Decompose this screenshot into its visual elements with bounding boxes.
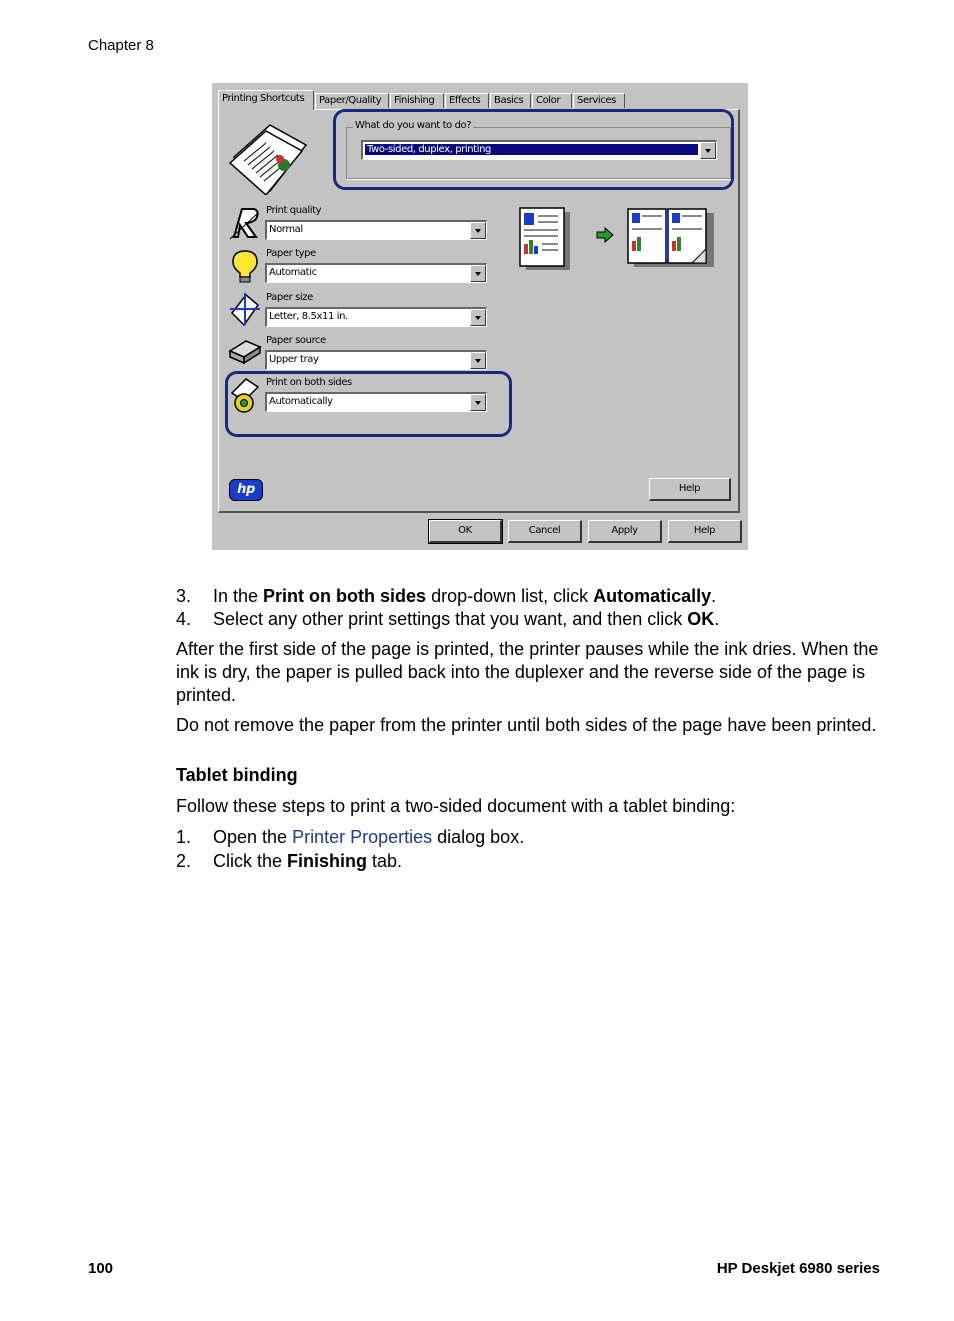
tab-paper-quality[interactable]: Paper/Quality (315, 93, 389, 108)
duplex-preview-icon (626, 207, 716, 269)
step-number: 1. (176, 827, 192, 847)
paper-source-label: Paper source (266, 335, 326, 346)
print-quality-dropdown[interactable] (265, 220, 487, 240)
dropdown-arrow-icon[interactable] (470, 352, 486, 369)
paragraph: Do not remove the paper from the printer until both sides of the page have been printed. (176, 715, 877, 735)
paper-size-label: Paper size (266, 292, 313, 303)
step-text: . (714, 609, 720, 629)
arrow-right-icon (596, 227, 614, 243)
print-quality-label: Print quality (266, 205, 322, 216)
apply-button[interactable]: Apply (588, 520, 662, 543)
step-text: In the (213, 586, 264, 606)
step-text: Click the (213, 851, 288, 871)
product-name: HP Deskjet 6980 series (716, 1260, 880, 1277)
step-number: 2. (176, 851, 192, 871)
step-text: Select any other print settings that you want, and then click (213, 609, 688, 629)
step-bold: Print on both sides (263, 586, 427, 606)
paper-source-dropdown[interactable] (265, 350, 487, 370)
lightbulb-icon (228, 248, 262, 284)
step-bold: Finishing (287, 851, 368, 871)
step-text: drop-down list, click (426, 586, 594, 606)
step-text: dialog box. (432, 827, 525, 847)
highlight-outline (225, 371, 512, 437)
paper-size-value: Letter, 8.5x11 in. (269, 311, 348, 322)
paper-size-dropdown[interactable] (265, 307, 487, 327)
paper-source-value: Upper tray (269, 354, 319, 365)
section-intro: Follow these steps to print a two-sided document with a tablet binding: (176, 796, 736, 816)
paper-source-icon (228, 335, 262, 369)
tab-color[interactable]: Color (532, 93, 572, 108)
dropdown-arrow-icon[interactable] (470, 222, 486, 239)
step-number: 4. (176, 609, 192, 629)
documents-icon (226, 117, 308, 195)
what-to-do-label: What do you want to do? (355, 120, 472, 131)
tab-effects[interactable]: Effects (445, 93, 489, 108)
print-quality-value: Normal (269, 224, 303, 235)
printer-properties-dialog (212, 83, 748, 550)
tab-finishing[interactable]: Finishing (390, 93, 444, 108)
tab-services[interactable]: Services (573, 93, 625, 108)
help-button-inner[interactable]: Help (649, 478, 731, 501)
step-number: 3. (176, 586, 192, 606)
printer-properties-link[interactable]: Printer Properties (292, 827, 433, 847)
paper-type-value: Automatic (269, 267, 317, 278)
paragraph: After the first side of the page is printed, the printer pauses while the ink dries. When the ink is dry, the paper is pulled back into the duplexer and the reverse side of the page is printed. (176, 639, 879, 705)
cancel-button[interactable]: Cancel (508, 520, 582, 543)
section-heading: Tablet binding (176, 765, 298, 785)
ok-button[interactable]: OK (429, 520, 502, 543)
print-both-sides-value: Automatically (269, 396, 333, 407)
step-text: Open the (213, 827, 293, 847)
dropdown-arrow-icon[interactable] (470, 309, 486, 326)
single-page-preview-icon (518, 206, 572, 272)
step-bold: OK (687, 609, 715, 629)
hp-logo: hp (229, 479, 263, 501)
step-bold: Automatically (593, 586, 712, 606)
step-text: . (711, 586, 717, 606)
print-both-sides-label: Print on both sides (266, 377, 352, 388)
paper-size-icon (228, 291, 262, 327)
step-text: tab. (367, 851, 403, 871)
dropdown-arrow-icon[interactable] (470, 265, 486, 282)
tab-basics[interactable]: Basics (490, 93, 531, 108)
paper-type-dropdown[interactable] (265, 263, 487, 283)
highlight-outline (333, 109, 734, 190)
paper-type-label: Paper type (266, 248, 316, 259)
help-button[interactable]: Help (668, 520, 742, 543)
page-number: 100 (88, 1260, 114, 1277)
what-to-do-value: Two-sided, duplex, printing (365, 144, 698, 155)
tab-printing-shortcuts[interactable]: Printing Shortcuts (218, 90, 314, 110)
chapter-label: Chapter 8 (88, 37, 154, 54)
print-quality-icon (228, 205, 262, 241)
